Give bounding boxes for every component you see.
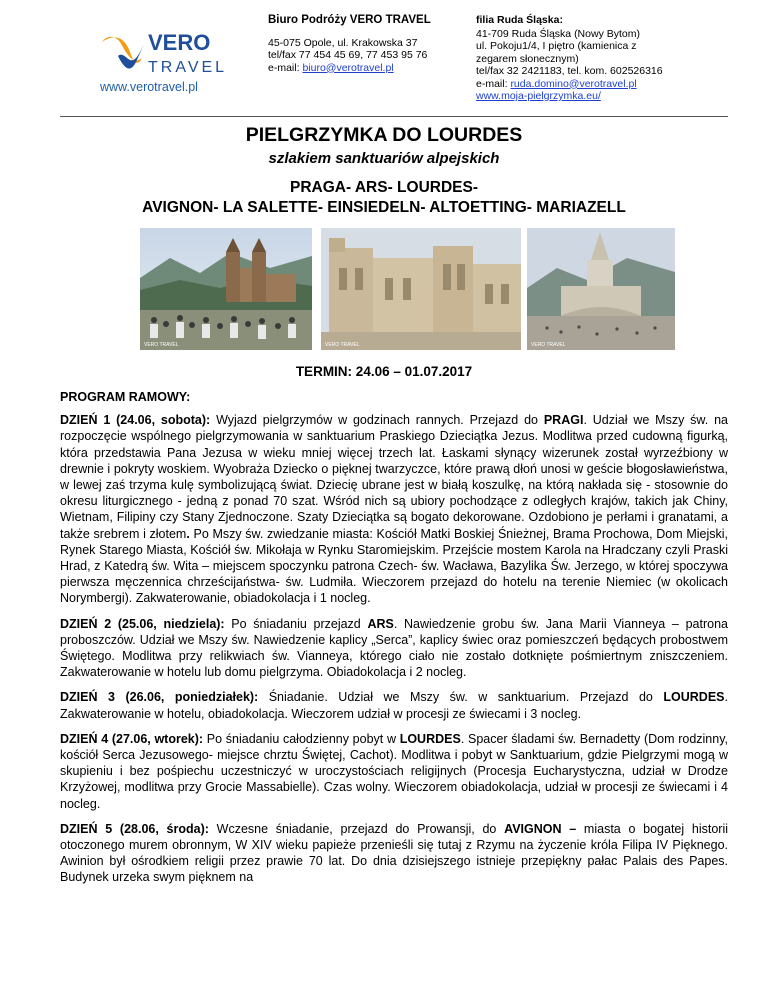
day-3-label: DZIEŃ 3 (26.06, poniedziałek): [60,690,259,705]
day-5-text-a: Wczesne śniadanie, przejazd do Prowansji, do [208,821,505,836]
branch-email-link[interactable]: ruda.domino@verotravel.pl [510,77,637,90]
program-content [60,389,728,895]
day-1-period: . [186,526,190,541]
office-phone: tel/fax 77 454 45 69, 77 453 95 76 [268,49,428,61]
office-email-label: e-mail: [268,61,303,74]
day-1-text-a: Wyjazd pielgrzymów w godzinach rannych. Przejazd do [210,413,544,428]
day-4-text-b: . Spacer śladami św. Bernadetty (Dom rodzinny, kościół Serca Jezusowego- miejsce chrztu Świętej, Cachot). Modlitwa i pobyt w Sanktuarium, gdzie Pielgrzymi mogą w skupieniu i bez pośpiechu uczestniczyć w uroczystościach religijnych (Procesja Eucharystyczna, udział w Drodze Krzyżowej, modlitwa przy Grocie Massabielle). Czas wolny. Wieczorem obiadokolacja, udział w procesji ze świecami i 4 nocleg. [60,731,729,811]
photo-papal-palace [321,228,521,350]
branch-email-line [476,78,736,91]
branch-email-label: e-mail: [476,77,511,90]
day-3-text-a: Śniadanie. Udział we Mszy św. w sanktuarium. Przejazd do [258,690,664,705]
day-4-paragraph [60,731,728,812]
website-link[interactable]: www.verotravel.pl [100,80,198,94]
day-3-text-b: . Zakwaterowanie w hotelu, obiadokolacja. Wieczorem udział w procesji ze świecami i 3 nocleg. [60,690,728,721]
day-2-label: DZIEŃ 2 (25.06, niedziela): [60,616,225,631]
day-2-paragraph [60,616,728,681]
day-1-text-b: . Udział we Mszy św. na rozpoczęcie wspólnego pielgrzymowania w sanktuarium Praskiego Dzieciątka Jezus. Modlitwa przed cudowną figurką, która przedstawia Pana Jezusa w wieku mniej więcej trzech lat. Łaskami słynący wizerunek został wyrzeźbiony w drewnie i pokryty woskiem. Wyobraża Dziecko o pięknej twarzyczce, które prawą dłoń unosi w geście błogosławieństwa, w lewej zaś trzyma kulę symbolizującą świat. Dziecię ubrane jest w białą koszulkę, na którą nakłada się - stosownie do okresu liturgicznego - jedną z ponad 70 szat. Wśród nich są ubiory pochodzące z odległych krajów, takich jak Chiny, Wietnam, Filipiny czy Stany Zjednoczone. Szaty Dzieciątka są bogato dekorowane. Ozdobiono je perłami i granatami, a także srebrem i złotem [60,413,728,541]
photo-caption-1: VERO TRAVEL [144,342,179,348]
route-heading [0,178,768,218]
photo-caption-3: VERO TRAVEL [531,342,566,348]
photo-basilica-procession [140,228,312,350]
document-title: PIELGRZYMKA DO LOURDES [245,124,523,146]
branch-address-line3: zegarem słonecznym) [476,52,579,65]
route-line-2: AVIGNON- LA SALETTE- EINSIEDELN- ALTOETTING- MARIAZELL [142,199,626,216]
document-subtitle: szlakiem sanktuariów alpejskich [268,150,500,167]
day-5-label: DZIEŃ 5 (28.06, środa): [60,821,209,836]
branch-office-block [476,14,736,103]
day-1-label: DZIEŃ 1 (24.06, sobota): [60,413,211,428]
office-email-link[interactable]: biuro@verotravel.pl [302,61,394,74]
route-line-1: PRAGA- ARS- LOURDES- [289,179,478,196]
office-email-line [268,62,468,75]
day-5-place: AVIGNON – [504,821,577,836]
branch-address-line1: 41-709 Ruda Śląska (Nowy Bytom) [476,27,640,40]
day-4-place: LOURDES [399,731,461,746]
day-1-text-c: Po Mszy św. zwiedzanie miasta: Kościół Matki Boskiej Śnieżnej, Brama Prochowa, Dom Miejski, Rynek Starego Miasta, Kościół św. Mikołaja w Rynku Staromiejskim. Przejście mostem Karola na Hradczany czyli Praski Hrad, z Katedrą św. Wita – miejscem spoczynku patrona Czech- św. Wacława, Bazylika Św. Jerzego, w której spoczywa pierwsza męczennica chrześcijaństwa- św. Ludmiła. Wieczorem przejazd do hotelu na terenie Niemiec (w okolicach Norymbergi). Zakwaterowanie, obiadokolacja i 1 nocleg. [60,526,728,606]
day-3-paragraph [60,689,728,721]
branch-address-line2: ul. Pokoju1/4, I piętro (kamienica z [476,40,637,52]
day-2-text-b: . Nawiedzenie grobu św. Jana Marii Vianneya – patrona proboszczów. Udział we Mszy św. Nawiedzenie kaplicy „Serca”, kaplicy świec oraz pomieszczeń będących probostwem Świętego. Modlitwa przy relikwiach św. Vianneya, którego ciało nie zostało dotknięte pośmiertnym zniszczeniem. Zakwaterowanie w hotelu lub domu pielgrzyma. Obiadokolacja i 2 nocleg. [60,616,728,680]
program-heading: PROGRAM RAMOWY: [60,390,191,404]
logo-word-bottom: TRAVEL [148,59,228,76]
logo-word-top: VERO [148,30,211,55]
day-4-label: DZIEŃ 4 (27.06, wtorek): [60,731,204,746]
head-office-block [268,14,468,74]
branch-title: filia Ruda Śląska: [476,14,563,26]
day-3-place: LOURDES [663,690,725,705]
office-address: 45-075 Opole, ul. Krakowska 37 [268,36,418,49]
day-2-text-a: Po śniadaniu przejazd [224,616,368,631]
branch-phone: tel/fax 32 2421183, tel. kom. 602526316 [476,65,663,77]
photo-caption-2: VERO TRAVEL [325,342,360,348]
day-5-paragraph [60,821,728,886]
header-divider [60,116,728,117]
trip-dates: TERMIN: 24.06 – 01.07.2017 [295,364,473,379]
day-5-text-b: miasta o bogatej historii otoczonego murem obronnym, W XIV wieku papieże przenieśli się tutaj z Rzymu na życzenie króla Filipa IV Pięknego. Awinion był ośrodkiem religii przez prawie 70 lat. Do dnia dzisiejszego istnieje przepiękny pałac Palais des Papes. Budynek urzeka swym pięknem na [60,821,729,885]
branch-website-link[interactable]: www.moja-pielgrzymka.eu/ [476,90,601,102]
day-1-paragraph [60,412,728,606]
photo-lourdes-basilica [527,228,675,350]
day-4-text-a: Po śniadaniu całodzienny pobyt w [203,731,400,746]
day-1-place: PRAGI [543,413,584,428]
day-2-place: ARS [367,616,394,631]
office-title: Biuro Podróży VERO TRAVEL [268,14,431,26]
